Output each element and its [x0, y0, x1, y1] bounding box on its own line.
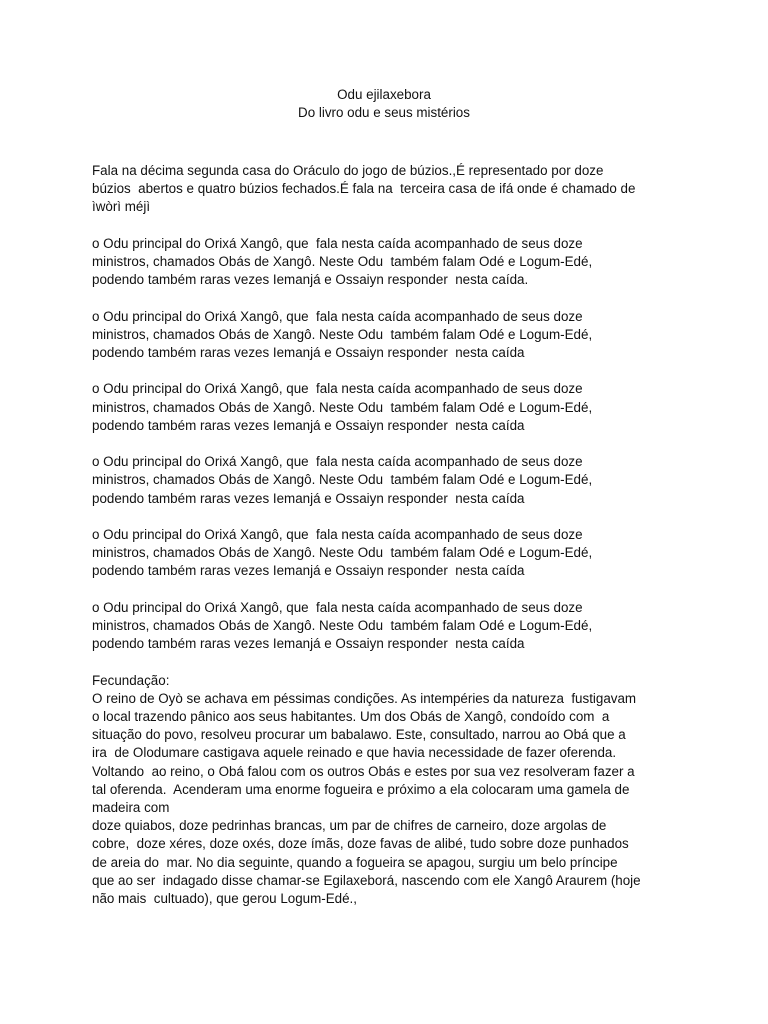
paragraph-line: podendo também raras vezes Iemanjá e Ossaiyn responder nesta caída — [92, 563, 525, 579]
paragraph-line: ministros, chamados Obás de Xangô. Neste Odu também falam Odé e Logum-Edé, — [92, 472, 593, 488]
fecundacao-section — [92, 672, 682, 909]
paragraph-line: o Odu principal do Orixá Xangô, que fala nesta caída acompanhado de seus doze — [92, 526, 583, 542]
intro-line: ìwòrì méjì — [92, 199, 151, 215]
paragraph-line: o Odu principal do Orixá Xangô, que fala nesta caída acompanhado de seus doze — [92, 235, 583, 251]
section-line: doze quiabos, doze pedrinhas brancas, um par de chifres de carneiro, doze argolas de — [92, 818, 607, 834]
section-line: ira de Olodumare castigava aquele reinado e que havia necessidade de fazer oferenda. — [92, 745, 617, 761]
paragraph-line: podendo também raras vezes Iemanjá e Ossaiyn responder nesta caída. — [92, 272, 529, 288]
intro-line: búzios abertos e quatro búzios fechados.É fala na terceira casa de ifá onde é chamado de — [92, 181, 636, 197]
paragraph-line: ministros, chamados Obás de Xangô. Neste Odu também falam Odé e Logum-Edé, — [92, 254, 593, 269]
paragraph-line: ministros, chamados Obás de Xangô. Neste Odu também falam Odé e Logum-Edé, — [92, 326, 593, 342]
section-line: situação do povo, resolveu procurar um babalawo. Este, consultado, narrou ao Obá que a — [92, 727, 626, 743]
section-line: Voltando ao reino, o Obá falou com os outros Obás e estes por sua vez resolveram fazer a — [92, 763, 635, 779]
odu-paragraph — [92, 308, 682, 363]
section-line: não mais cultuado), que gerou Logum-Edé., — [92, 891, 358, 907]
odu-paragraph — [92, 526, 682, 581]
section-line: o local trazendo pânico aos seus habitantes. Um dos Obás de Xangô, condoído com a — [92, 708, 610, 724]
section-line: que ao ser indagado disse chamar-se Egilaxeborá, nascendo com ele Xangô Araurem (hoje — [92, 872, 641, 888]
intro-line: Fala na décima segunda casa do Oráculo do jogo de búzios.,É representado por doze — [92, 163, 604, 178]
odu-paragraph — [92, 380, 682, 435]
paragraph-line: ministros, chamados Obás de Xangô. Neste Odu também falam Odé e Logum-Edé, — [92, 399, 593, 415]
section-line: de areia do mar. No dia seguinte, quando a fogueira se apagou, surgiu um belo príncipe — [92, 854, 618, 870]
odu-paragraph — [92, 599, 682, 654]
paragraph-line: o Odu principal do Orixá Xangô, que fala nesta caída acompanhado de seus doze — [92, 599, 583, 615]
section-line: madeira com — [92, 800, 170, 815]
paragraph-line: o Odu principal do Orixá Xangô, que fala nesta caída acompanhado de seus doze — [92, 308, 583, 324]
section-line: tal oferenda. Acenderam uma enorme fogueira e próximo a ela colocaram uma gamela de — [92, 781, 630, 797]
paragraph-line: podendo também raras vezes Iemanjá e Ossaiyn responder nesta caída — [92, 417, 525, 433]
paragraph-line: ministros, chamados Obás de Xangô. Neste Odu também falam Odé e Logum-Edé, — [92, 545, 593, 561]
intro-paragraph — [92, 162, 682, 217]
document-title: Odu ejilaxebora — [337, 87, 431, 102]
paragraph-line: podendo também raras vezes Iemanjá e Ossaiyn responder nesta caída — [92, 636, 525, 652]
title-block — [0, 86, 768, 122]
paragraph-line: o Odu principal do Orixá Xangô, que fala nesta caída acompanhado de seus doze — [92, 454, 583, 470]
document-body — [92, 162, 682, 908]
paragraph-line: o Odu principal do Orixá Xangô, que fala nesta caída acompanhado de seus doze — [92, 381, 583, 397]
section-line: O reino de Oyò se achava em péssimas condições. As intempéries da natureza fustigavam — [92, 690, 637, 706]
section-line: cobre, doze xéres, doze oxés, doze ímãs, doze favas de alibé, tudo sobre doze punhados — [92, 836, 629, 852]
paragraph-line: podendo também raras vezes Iemanjá e Ossaiyn responder nesta caída — [92, 490, 525, 506]
document-subtitle: Do livro odu e seus mistérios — [298, 105, 470, 120]
odu-paragraph — [92, 235, 682, 290]
paragraph-line: ministros, chamados Obás de Xangô. Neste Odu também falam Odé e Logum-Edé, — [92, 617, 593, 633]
paragraph-line: podendo também raras vezes Iemanjá e Ossaiyn responder nesta caída — [92, 345, 525, 360]
odu-paragraph — [92, 453, 682, 508]
section-heading: Fecundação: — [92, 672, 170, 688]
